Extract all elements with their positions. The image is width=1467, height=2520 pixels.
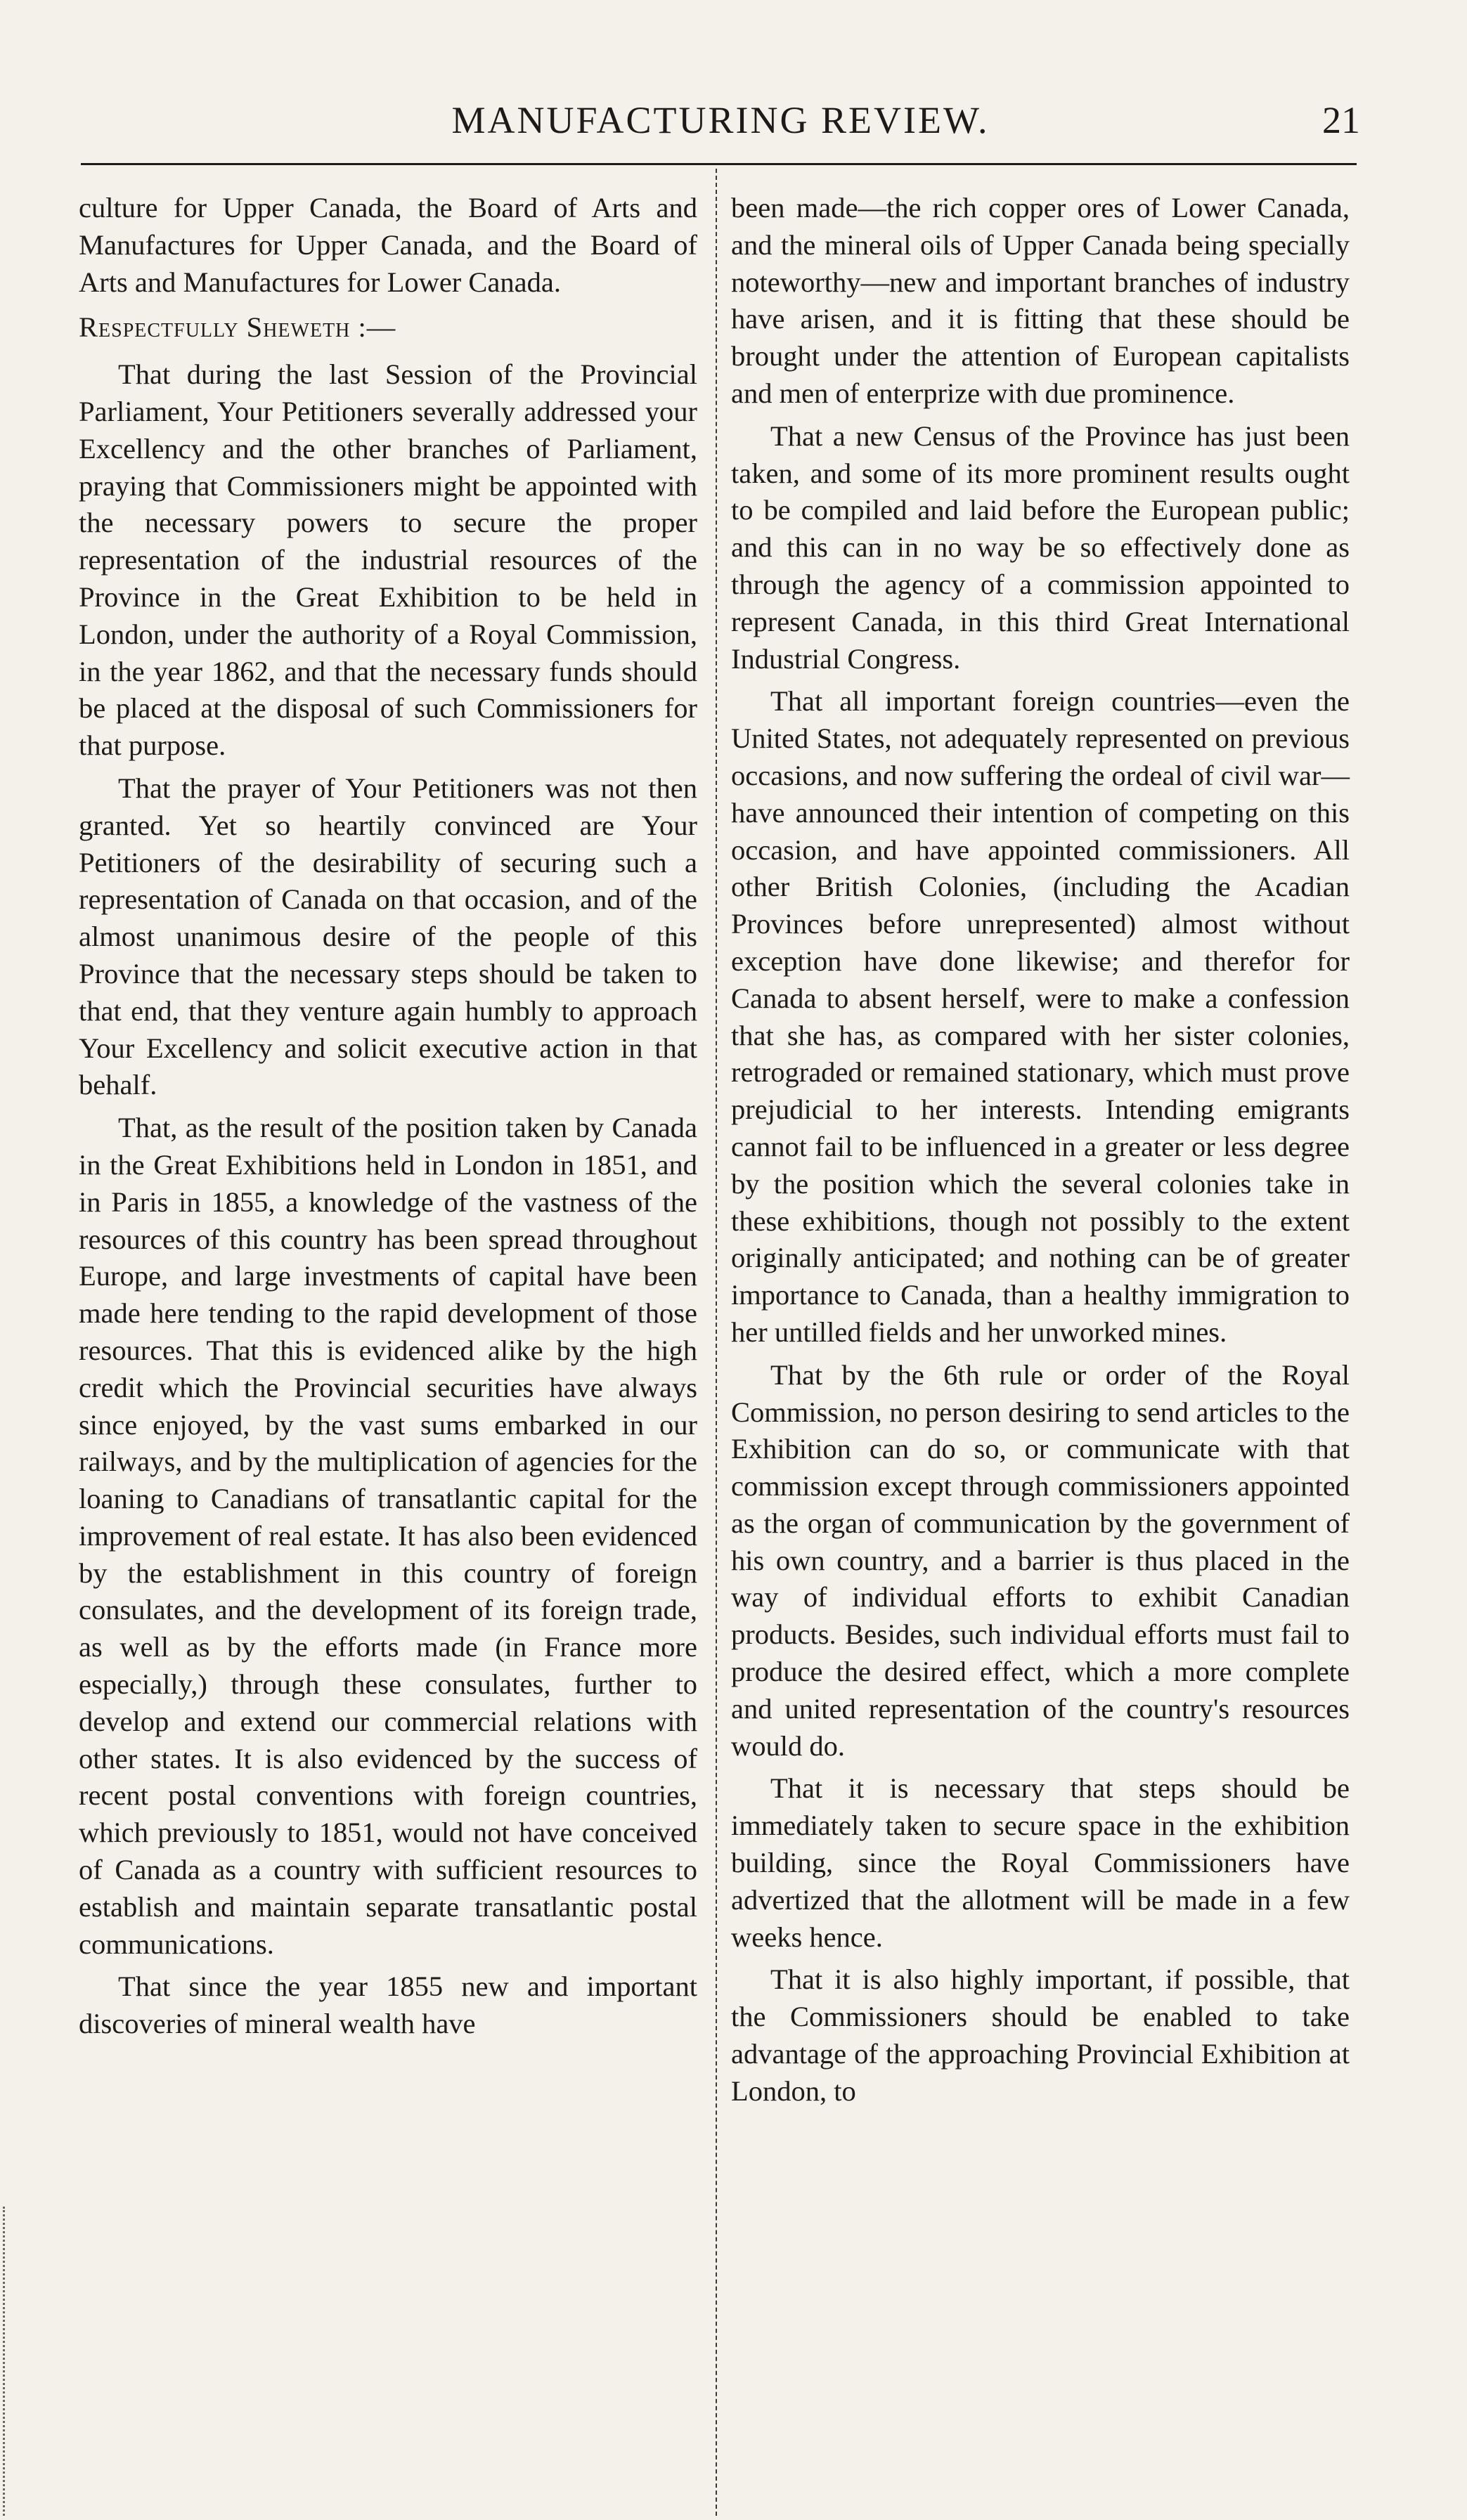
paragraph: That a new Census of the Province has just been taken, and some of its more prominent results ought to be compiled and laid before the European public; and this can in no way be so effectively done as through the agency of a commission appointed to represent Canada, in this third Great International Industrial Congress. bbox=[731, 420, 1350, 675]
paragraph: That during the last Session of the Provincial Parliament, Your Petitioners severally addressed your Excellency and the other branches of Parliament, praying that Commissioners might be appointed with the necessary powers to secure the proper representation of the industrial resources of the Province in the Great Exhibition to be held in London, under the authority of a Royal Commission, in the year 1862, and that the necessary funds should be placed at the disposal of such Commissioners for that purpose. bbox=[79, 358, 697, 762]
page-header bbox=[81, 98, 1360, 155]
header-rule bbox=[81, 163, 1357, 165]
section-heading: Respectfully Sheweth :— bbox=[79, 311, 396, 344]
column-divider bbox=[716, 169, 717, 2516]
paragraph: That it is necessary that steps should be immediately taken to secure space in the exhibition building, since the Royal Commissioners have advertized that the allotment will be made in a few weeks hence. bbox=[731, 1772, 1350, 1953]
paragraph: That it is also highly important, if possible, that the Commissioners should be enabled to take advantage of the approaching Provincial Exhibition at London, to bbox=[731, 1963, 1350, 2107]
paragraph: That all important foreign countries—even the United States, not adequately represented on previous occasions, and now suffering the ordeal of civil war—have announced their intention of competing on this occasion, and have appointed commissioners. All other British Colonies, (including the Acadian Provinces before unrepresented) almost without exception have done likewise; and therefor for Canada to absent herself, were to make a confession that she has, as compared with her sister colonies, retrograded or remained stationary, which must prove prejudicial to her interests. Intending emigrants cannot fail to be influenced in a greater or less degree by the position which the several colonies take in these exhibitions, though not possibly to the extent originally anticipated; and nothing can be of greater importance to Canada, than a healthy immigration to her untilled fields and her unworked mines. bbox=[731, 685, 1350, 1348]
paragraph: That the prayer of Your Petitioners was not then granted. Yet so heartily convinced are Your Petitioners of the desirability of securing such a representation of Canada on that occasion, and of the almost unanimous desire of the people of this Province that the necessary steps should be taken to that end, that they venture again humbly to approach Your Excellency and solicit executive action in that behalf. bbox=[79, 772, 697, 1101]
right-column bbox=[731, 190, 1350, 2110]
page-edge-marks bbox=[3, 2207, 9, 2516]
left-column bbox=[79, 190, 697, 2043]
page-number: 21 bbox=[1322, 99, 1360, 141]
paragraph: culture for Upper Canada, the Board of Arts and Manufactures for Upper Canada, and the Board of Arts and Manufactures for Lower Canada. bbox=[79, 192, 697, 298]
running-title: MANUFACTURING REVIEW. bbox=[451, 99, 990, 141]
paragraph: been made—the rich copper ores of Lower Canada, and the mineral oils of Upper Canada being specially noteworthy—new and important branches of industry have arisen, and it is fitting that these should be brought under the attention of European capitalists and men of enterprize with due prominence. bbox=[731, 192, 1350, 409]
paragraph: That, as the result of the position taken by Canada in the Great Exhibitions held in London in 1851, and in Paris in 1855, a knowledge of the vastness of the resources of this country has been spread throughout Europe, and large investments of capital have been made here tending to the rapid development of those resources. That this is evidenced alike by the high credit which the Provincial securities have always since enjoyed, by the vast sums embarked in our railways, and by the multiplication of agencies for the loaning to Canadians of transatlantic capital for the improvement of real estate. It has also been evidenced by the establishment in this country of foreign consulates, and the development of its foreign trade, as well as by the efforts made (in France more especially,) through these consulates, further to develop and extend our commercial relations with other states. It is also evidenced by the success of recent postal conventions with foreign countries, which previously to 1851, would not have conceived of Canada as a country with sufficient resources to establish and maintain separate transatlantic postal communications. bbox=[79, 1112, 697, 1960]
paragraph: That since the year 1855 new and important discoveries of mineral wealth have bbox=[79, 1970, 697, 2040]
paragraph: That by the 6th rule or order of the Royal Commission, no person desiring to send articles to the Exhibition can do so, or communicate with that commission except through commissioners appointed as the organ of communication by the government of his own country, and a barrier is thus placed in the way of individual efforts to exhibit Canadian products. Besides, such individual efforts must fail to produce the desired effect, which a more complete and united representation of the country's resources would do. bbox=[731, 1358, 1350, 1762]
